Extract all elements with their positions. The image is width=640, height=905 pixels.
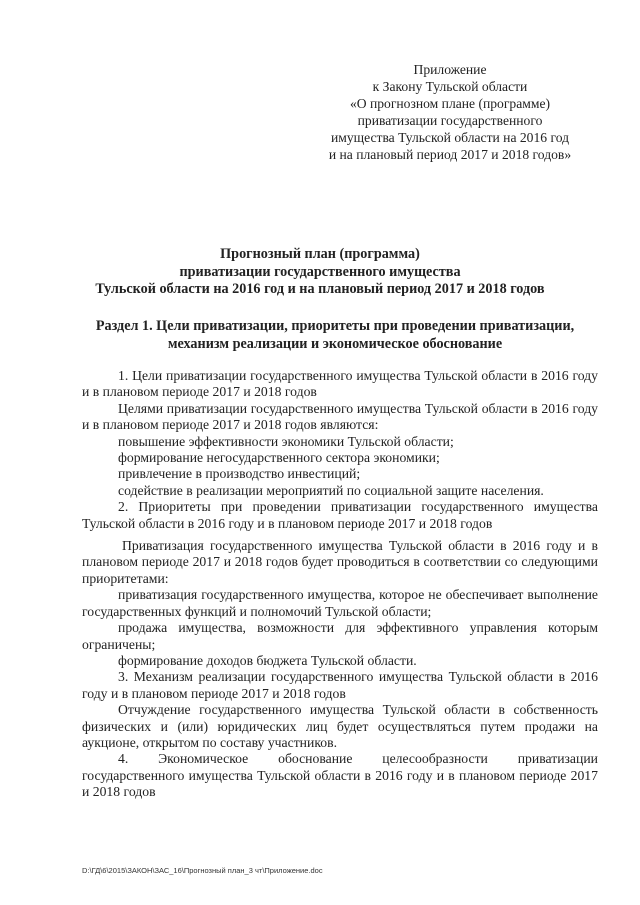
- appendix-header: [300, 61, 600, 163]
- paragraph-goal-item: формирование негосударственного сектора экономики;: [118, 450, 440, 466]
- paragraph-mechanism-text: Отчуждение государственного имущества Тульской области в собственность физических и (или) юридических лиц будет осуществляться путем продажи на аукционе, открытом по составу участников.: [82, 702, 598, 750]
- paragraph-mechanism-heading: 3. Механизм реализации государственного имущества Тульской области в 2016 году и в плановом периоде 2017 и 2018 годов: [82, 669, 598, 701]
- paragraph-priority-item: приватизация государственного имущества, которое не обеспечивает выполнение государственных функций и полномочий Тульской области;: [82, 587, 598, 619]
- document-body: [82, 368, 598, 801]
- paragraph-goal-item: привлечение в производство инвестиций;: [118, 466, 361, 482]
- appendix-line: к Закону Тульской области: [372, 79, 528, 94]
- appendix-line: Приложение: [413, 62, 487, 77]
- paragraph-goals-intro: Целями приватизации государственного имущества Тульской области в 2016 году и в плановом периоде 2017 и 2018 годов являются:: [82, 400, 598, 433]
- section-line: механизм реализации и экономическое обоснование: [167, 335, 503, 352]
- document-title: [70, 246, 570, 299]
- paragraph-economic-heading: 4. Экономическое обоснование целесообразности приватизации государственного имущества Тульской области в 2016 году и в плановом периоде 2017 и 2018 годов: [82, 751, 598, 800]
- section-line: Раздел 1. Цели приватизации, приоритеты при проведении приватизации,: [95, 318, 575, 334]
- title-line: Тульской области на 2016 год и на плановый период 2017 и 2018 годов: [95, 281, 545, 297]
- title-line: Прогнозный план (программа): [220, 246, 420, 262]
- appendix-line: и на плановый период 2017 и 2018 годов»: [328, 147, 572, 162]
- file-path-footer: D:\ГД\6\2015\ЗАКОН\ЗАС_16\Прогнозный план_3 чт\Приложение.doc: [82, 866, 323, 875]
- paragraph-goals-heading: 1. Цели приватизации государственного имущества Тульской области в 2016 году и в плановом периоде 2017 и 2018 годов: [82, 368, 598, 400]
- appendix-line: имущества Тульской области на 2016 год: [330, 130, 570, 145]
- paragraph-goal-item: повышение эффективности экономики Тульской области;: [118, 433, 454, 449]
- paragraph-priority-item: формирование доходов бюджета Тульской области.: [118, 652, 417, 668]
- section-heading: [70, 318, 600, 353]
- appendix-line: приватизации государственного: [357, 113, 543, 128]
- paragraph-priorities-heading: 2. Приоритеты при проведении приватизации государственного имущества Тульской области в 2016 году и в плановом периоде 2017 и 2018 годов: [82, 499, 598, 531]
- paragraph-goal-item: содействие в реализации мероприятий по социальной защите населения.: [118, 482, 544, 498]
- paragraph-priority-item: продажа имущества, возможности для эффективного управления которым ограничены;: [82, 620, 598, 652]
- title-line: приватизации государственного имущества: [179, 263, 461, 280]
- paragraph-priorities-intro: Приватизация государственного имущества Тульской области в 2016 году и в плановом периоде 2017 и 2018 годов будет проводиться в соответствии со следующими приоритетами:: [82, 538, 598, 586]
- appendix-line: «О прогнозном плане (программе): [349, 96, 551, 111]
